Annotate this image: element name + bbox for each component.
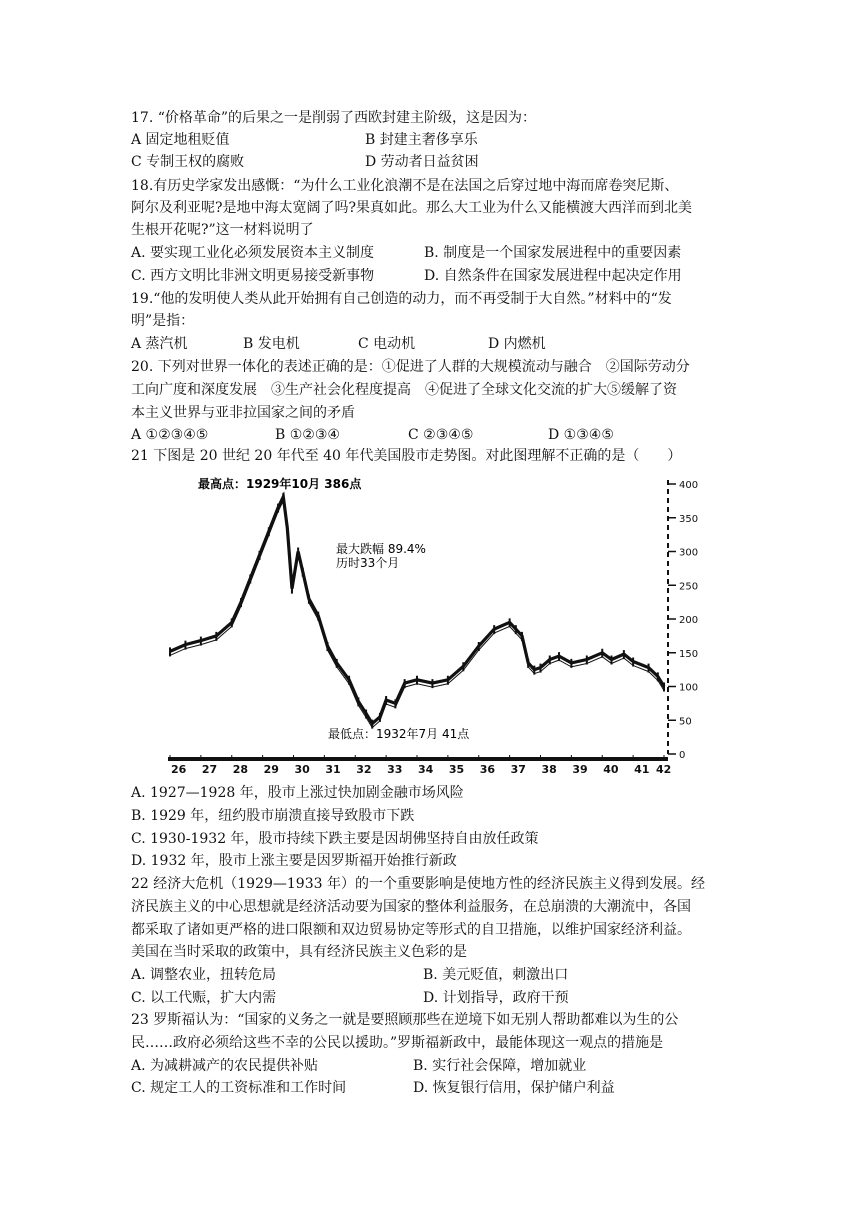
q17-option-a: A 固定地租贬值: [131, 132, 230, 148]
q19-line-1: 19.“他的发明使人类从此开始拥有自己创造的动力，而不再受制于大自然。”材料中的“发: [131, 291, 672, 307]
y-tick-label: 250: [679, 581, 698, 593]
q18-option-d: D. 自然条件在国家发展进程中起决定作用: [424, 268, 682, 284]
q18-option-b: B. 制度是一个国家发展进程中的重要因素: [424, 245, 682, 261]
q21-option-b: B. 1929 年，纽约股市崩溃直接导致股市下跌: [131, 808, 415, 824]
x-tick-label: 28: [232, 763, 249, 775]
q17-stem: 17. “价格革命”的后果之一是削弱了西欧封建主阶级，这是因为：: [131, 110, 537, 126]
q22-line-3: 都采取了诸如更严格的进口限额和双边贸易协定等形式的自卫措施，以维护国家经济利益。: [131, 922, 691, 938]
q23-option-c: C. 规定工人的工资标准和工作时间: [131, 1080, 347, 1096]
q20-option-b: B ①②③④: [275, 427, 340, 443]
y-tick-label: 400: [679, 480, 698, 491]
q23-line-1: 23 罗斯福认为：“国家的义务之一就是要照顾那些在逆境下如无别人帮助都难以为生的公: [131, 1012, 679, 1028]
q18-line-1: 18.有历史学家发出感慨：“为什么工业化浪潮不是在法国之后穿过地中海而席卷突尼斯、: [131, 178, 679, 194]
q17-option-c: C 专制王权的腐败: [131, 154, 245, 170]
series-layer: [170, 493, 664, 729]
x-tick-label: 31: [325, 763, 341, 775]
x-tick-label: 26: [171, 763, 187, 775]
stock-market-chart: [168, 470, 698, 775]
x-axis-line: [168, 757, 668, 761]
q22-option-b: B. 美元贬值，刺激出口: [423, 967, 569, 983]
y-tick-label: 50: [679, 716, 692, 728]
x-tick-label: 29: [263, 763, 279, 775]
stock-index-shadow-line: [170, 501, 664, 728]
x-tick-label: 35: [448, 763, 465, 775]
x-tick-label: 37: [510, 763, 526, 775]
low-annotation: 最低点：1932年7月 41点: [328, 727, 470, 741]
stock-index-line: [170, 497, 664, 724]
y-tick-label: 300: [679, 547, 698, 559]
q23-option-a: A. 为减耕减产的农民提供补贴: [131, 1058, 319, 1074]
q19-option-b: B 发电机: [243, 336, 300, 352]
x-tick-label: 41: [634, 763, 650, 775]
q21-option-c: C. 1930-1932 年，股市持续下跌主要是因胡佛坚持自由放任政策: [131, 831, 539, 847]
q20-line-1: 20. 下列对世界一体化的表述正确的是：①促进了人群的大规模流动与融合 ②国际劳动分: [131, 359, 690, 375]
y-tick-label: 0: [679, 750, 686, 761]
q22-line-4: 美国在当时采取的政策中，具有经济民族主义色彩的是: [131, 944, 467, 960]
q20-line-3: 本主义世界与亚非拉国家之间的矛盾: [131, 405, 355, 421]
q23-line-2: 民……政府必须给这些不幸的公民以援助。”罗斯福新政中，最能体现这一观点的措施是: [131, 1035, 664, 1051]
q21-option-a: A. 1927—1928 年，股市上涨过快加剧金融市场风险: [131, 785, 464, 801]
q21-option-d: D. 1932 年，股市上涨主要是因罗斯福开始推行新政: [131, 853, 457, 869]
y-tick-label: 150: [679, 648, 698, 660]
x-tick-label: 40: [603, 763, 619, 775]
q20-option-c: C ②③④⑤: [408, 427, 474, 443]
max-drop-annotation: 最大跌幅 89.4%: [336, 542, 426, 556]
q19-option-a: A 蒸汽机: [131, 336, 188, 352]
q18-option-c: C. 西方文明比非洲文明更易接受新事物: [131, 268, 375, 284]
x-tick-label: 32: [356, 763, 372, 775]
q22-option-d: D. 计划指导，政府干预: [423, 990, 569, 1006]
q22-option-c: C. 以工代赈，扩大内需: [131, 990, 277, 1006]
q18-option-a: A. 要实现工业化必须发展资本主义制度: [131, 245, 375, 261]
q18-line-3: 生根开花呢?”这一材料说明了: [131, 222, 314, 238]
q22-option-a: A. 调整农业，扭转危局: [131, 967, 277, 983]
x-tick-label: 38: [541, 763, 557, 775]
q22-line-1: 22 经济大危机（1929—1933 年）的一个重要影响是使地方性的经济民族主义得到发展。经: [131, 876, 705, 892]
y-axis: [668, 480, 698, 761]
q17-option-b: B 封建主奢侈享乐: [365, 132, 478, 148]
q19-option-d: D 内燃机: [488, 336, 546, 352]
y-tick-label: 350: [679, 513, 698, 525]
x-tick-label: 36: [479, 763, 496, 775]
x-axis: [168, 755, 671, 775]
q23-option-b: B. 实行社会保障，增加就业: [413, 1058, 587, 1074]
duration-annotation: 历时33个月: [336, 556, 400, 570]
y-tick-label: 200: [679, 615, 698, 626]
q19-option-c: C 电动机: [358, 336, 416, 352]
x-tick-label: 39: [572, 763, 588, 775]
y-tick-label: 100: [679, 682, 698, 694]
q17-option-d: D 劳动者日益贫困: [365, 154, 479, 170]
q20-line-2: 工向广度和深度发展 ③生产社会化程度提高 ④促进了全球文化交流的扩大⑤缓解了资: [131, 382, 677, 398]
q18-line-2: 阿尔及利亚呢?是地中海太宽阔了吗?果真如此。那么大工业为什么又能横渡大西洋而到北美: [131, 200, 693, 216]
q22-line-2: 济民族主义的中心思想就是经济活动要为国家的整体利益服务，在总崩溃的大潮流中，各国: [131, 899, 691, 915]
x-tick-label: 42: [656, 763, 672, 775]
q21-stem: 21 下图是 20 世纪 20 年代至 40 年代美国股市走势图。对此图理解不正确的是（ ）: [131, 448, 682, 464]
x-tick-label: 34: [418, 763, 434, 775]
q20-option-a: A ①②③④⑤: [131, 427, 209, 443]
q20-option-d: D ①③④⑤: [548, 427, 614, 443]
peak-annotation: 最高点：1929年10月 386点: [198, 477, 362, 491]
q19-line-2: 明”是指：: [131, 313, 195, 329]
x-tick-label: 27: [201, 763, 218, 775]
q23-option-d: D. 恢复银行信用，保护储户利益: [413, 1080, 615, 1096]
x-tick-label: 30: [294, 763, 310, 775]
x-tick-label: 33: [387, 763, 403, 775]
